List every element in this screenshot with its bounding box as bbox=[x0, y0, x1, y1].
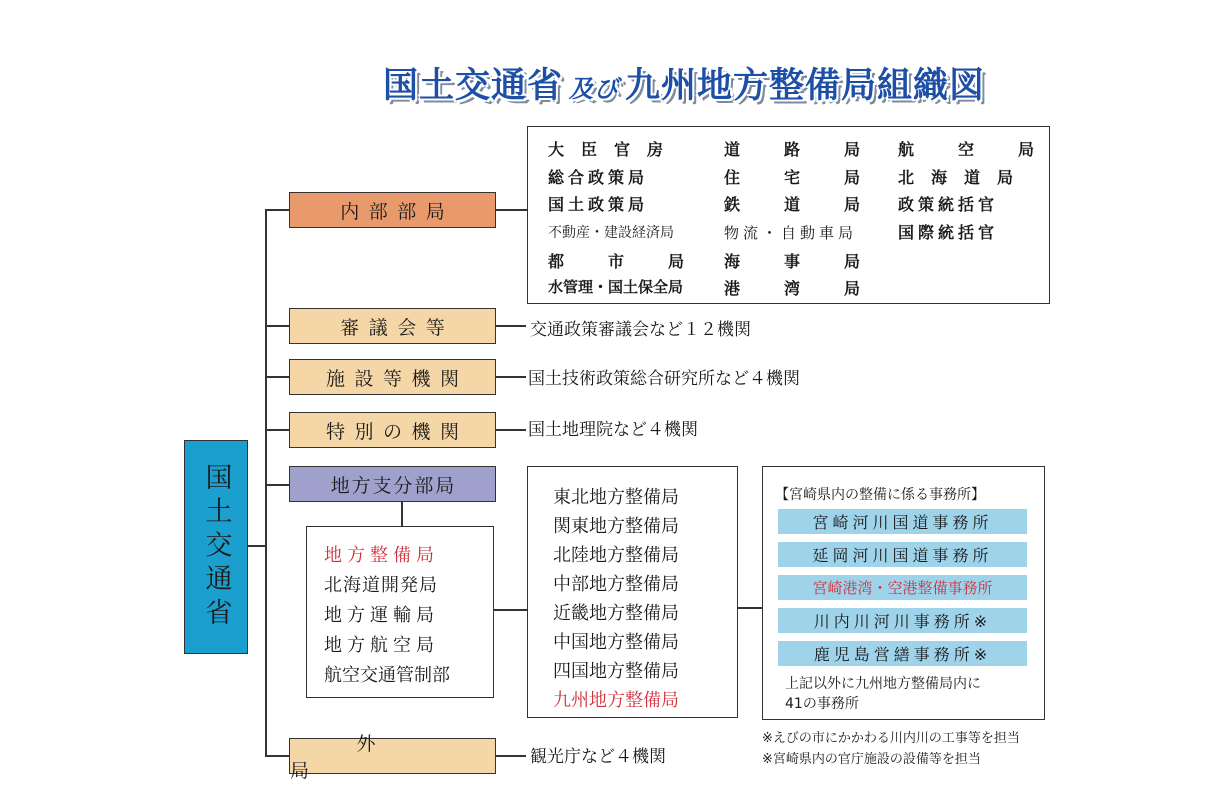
bureau-item: 都市局 bbox=[548, 252, 729, 271]
regional-bureau: 近畿地方整備局 bbox=[553, 603, 679, 624]
bureau-item: 航空局 bbox=[898, 140, 1079, 159]
shingikai-to-note bbox=[496, 325, 526, 327]
footnote-2: ※宮崎県内の官庁施設の設備等を担当 bbox=[762, 752, 981, 767]
category-tokubetsu: 特別の機関 bbox=[289, 412, 496, 448]
bureau-item: 北海道局 bbox=[898, 168, 1031, 187]
branch-gaikyoku bbox=[265, 755, 289, 757]
offices-footer-2: 41の事務所 bbox=[785, 696, 859, 712]
root-node: 国土交通省 bbox=[184, 440, 248, 654]
shisetsu-to-note bbox=[496, 376, 526, 378]
office-item: 延岡河川国道事務所 bbox=[778, 542, 1027, 567]
note-shisetsu: 国土技術政策総合研究所など４機関 bbox=[528, 369, 800, 389]
naibu-to-bureaus bbox=[496, 209, 527, 211]
bureau-item: 物流・自動車局 bbox=[724, 224, 858, 242]
chiho-item: 地方整備局 bbox=[324, 545, 439, 566]
office-item: 宮崎港湾・空港整備事務所 bbox=[778, 575, 1027, 600]
office-item: 宮崎河川国道事務所 bbox=[778, 509, 1027, 534]
regional-to-offices bbox=[737, 607, 762, 609]
root-connector bbox=[248, 545, 266, 547]
gaikyoku-to-note bbox=[496, 755, 526, 757]
bureau-item: 港湾局 bbox=[724, 279, 905, 298]
footnote-1: ※えびの市にかかわる川内川の工事等を担当 bbox=[762, 731, 1020, 746]
note-shingikai: 交通政策審議会など１２機関 bbox=[530, 320, 751, 340]
miyazaki-offices-box bbox=[762, 466, 1045, 720]
category-shisetsu: 施設等機関 bbox=[289, 359, 496, 395]
bureau-item: 水管理・国土保全局 bbox=[548, 278, 684, 296]
bureau-item: 海事局 bbox=[724, 252, 905, 271]
list-to-regional bbox=[494, 609, 528, 611]
bureau-item: 不動産・建設経済局 bbox=[548, 225, 674, 241]
regional-bureau: 北陸地方整備局 bbox=[553, 545, 679, 566]
tokubetsu-to-note bbox=[496, 429, 526, 431]
regional-bureau: 関東地方整備局 bbox=[553, 516, 679, 537]
offices-footer-1: 上記以外に九州地方整備局内に bbox=[785, 676, 981, 692]
category-shingikai: 審議会等 bbox=[289, 308, 496, 344]
category-chiho: 地方支分部局 bbox=[289, 466, 496, 502]
branch-chiho bbox=[265, 484, 289, 486]
offices-heading: 【宮崎県内の整備に係る事務所】 bbox=[775, 487, 985, 503]
regional-bureaus-box bbox=[527, 466, 738, 718]
title-part3: 九州地方整備局組織図 bbox=[625, 66, 986, 106]
regional-bureau: 九州地方整備局 bbox=[553, 690, 679, 711]
chiho-list-box bbox=[306, 526, 494, 698]
chiho-down-line bbox=[401, 501, 403, 526]
branch-tokubetsu bbox=[265, 429, 289, 431]
bureau-item: 鉄道局 bbox=[724, 195, 905, 214]
office-item: 鹿児島営繕事務所※ bbox=[778, 641, 1027, 666]
bureau-item: 国際統括官 bbox=[898, 223, 999, 242]
trunk-line bbox=[265, 209, 267, 757]
bureau-item: 大臣官房 bbox=[548, 140, 681, 159]
branch-naibu bbox=[265, 209, 289, 211]
bureau-item: 政策統括官 bbox=[898, 195, 999, 214]
chiho-item: 地方運輸局 bbox=[324, 605, 439, 626]
bureau-item: 国土政策局 bbox=[548, 195, 649, 214]
regional-bureau: 東北地方整備局 bbox=[553, 487, 679, 508]
note-gaikyoku: 観光庁など４機関 bbox=[530, 747, 666, 767]
bureau-item: 住宅局 bbox=[724, 168, 905, 187]
chiho-item: 北海道開発局 bbox=[324, 575, 438, 596]
office-item: 川内川河川事務所※ bbox=[778, 608, 1027, 633]
branch-shisetsu bbox=[265, 376, 289, 378]
branch-shingikai bbox=[265, 325, 289, 327]
note-tokubetsu: 国土地理院など４機関 bbox=[528, 420, 698, 440]
title-part2: 及び bbox=[569, 75, 620, 103]
chiho-item: 地方航空局 bbox=[324, 635, 439, 656]
regional-bureau: 中部地方整備局 bbox=[553, 574, 679, 595]
regional-bureau: 四国地方整備局 bbox=[553, 661, 679, 682]
category-naibu: 内部部局 bbox=[289, 192, 496, 228]
category-gaikyoku: 外局 bbox=[289, 738, 496, 774]
chiho-item: 航空交通管制部 bbox=[324, 665, 450, 686]
naibu-bureaus-box bbox=[527, 126, 1079, 304]
bureau-item: 道路局 bbox=[724, 140, 905, 159]
regional-bureau: 中国地方整備局 bbox=[553, 632, 679, 653]
page-title bbox=[383, 58, 1083, 106]
bureau-item: 総合政策局 bbox=[548, 168, 649, 187]
title-part1: 国土交通省 bbox=[383, 66, 564, 106]
